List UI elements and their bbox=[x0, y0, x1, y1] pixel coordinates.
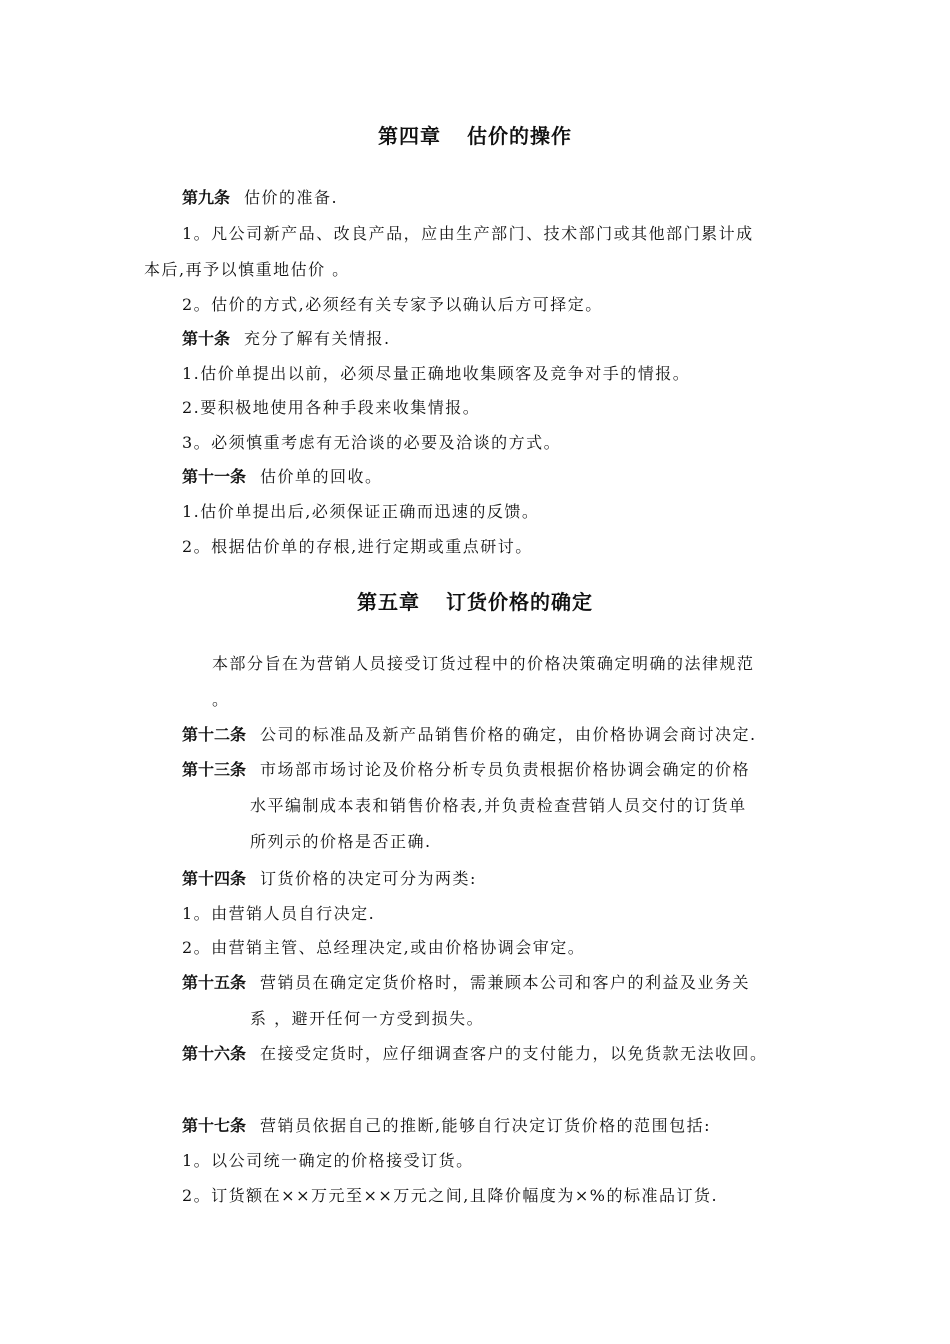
article-9-label: 第九条 bbox=[182, 188, 231, 207]
article-14-text: 订货价格的决定可分为两类: bbox=[260, 869, 477, 888]
article-17-label: 第十七条 bbox=[182, 1116, 247, 1135]
article-17-text: 营销员依据自己的推断,能够自行决定订货价格的范围包括: bbox=[260, 1116, 711, 1135]
chapter-5-intro-line-2: 。 bbox=[212, 690, 230, 709]
article-16 bbox=[182, 1044, 768, 1064]
article-11-text: 估价单的回收。 bbox=[260, 467, 383, 486]
article-14-item-2: 2。由营销主管、总经理决定,或由价格协调会审定。 bbox=[182, 938, 586, 957]
article-9 bbox=[182, 188, 338, 208]
article-17 bbox=[182, 1116, 711, 1136]
article-11-item-2: 2。根据估价单的存根,进行定期或重点研讨。 bbox=[182, 537, 533, 556]
article-13 bbox=[182, 760, 750, 780]
article-10-label: 第十条 bbox=[182, 329, 231, 348]
chapter-5-intro-line-1: 本部分旨在为营销人员接受订货过程中的价格决策确定明确的法律规范 bbox=[212, 654, 755, 673]
chapter-4-title: 估价的操作 bbox=[467, 124, 572, 148]
article-11-label: 第十一条 bbox=[182, 467, 247, 486]
article-17-item-2: 2。订货额在××万元至××万元之间,且降价幅度为×%的标准品订货. bbox=[182, 1186, 719, 1205]
article-9-text: 估价的准备. bbox=[244, 188, 339, 207]
chapter-4-heading bbox=[0, 124, 950, 148]
article-11-item-1: 1.估价单提出后,必须保证正确而迅速的反馈。 bbox=[182, 502, 540, 521]
article-15-line-2: 系 ，避开任何一方受到损失。 bbox=[250, 1009, 485, 1028]
chapter-4-number: 第四章 bbox=[378, 124, 441, 148]
article-9-item-1-line-2: 本后,再予以慎重地估价 。 bbox=[144, 260, 350, 279]
article-14-item-1: 1。由营销人员自行决定. bbox=[182, 904, 376, 923]
article-10-item-2: 2.要积极地使用各种手段来收集情报。 bbox=[182, 398, 481, 417]
article-10 bbox=[182, 329, 391, 349]
chapter-5-heading bbox=[0, 590, 950, 614]
article-15-label: 第十五条 bbox=[182, 973, 247, 992]
article-14 bbox=[182, 869, 477, 889]
article-13-line-3: 所列示的价格是否正确. bbox=[250, 832, 432, 851]
article-16-label: 第十六条 bbox=[182, 1044, 247, 1063]
article-15-line-1: 营销员在确定定货价格时，需兼顾本公司和客户的利益及业务关 bbox=[260, 973, 751, 992]
chapter-5-number: 第五章 bbox=[357, 590, 420, 614]
article-17-item-1: 1。以公司统一确定的价格接受订货。 bbox=[182, 1151, 474, 1170]
article-10-item-1: 1.估价单提出以前，必须尽量正确地收集顾客及竞争对手的情报。 bbox=[182, 364, 691, 383]
article-9-item-1-line-1: 1。凡公司新产品、改良产品，应由生产部门、技术部门或其他部门累计成 bbox=[182, 224, 754, 243]
article-13-line-1: 市场部市场讨论及价格分析专员负责根据价格协调会确定的价格 bbox=[260, 760, 751, 779]
article-12-label: 第十二条 bbox=[182, 725, 247, 744]
article-9-item-2: 2。估价的方式,必须经有关专家予以确认后方可择定。 bbox=[182, 295, 603, 314]
article-16-text: 在接受定货时，应仔细调查客户的支付能力，以免货款无法收回。 bbox=[260, 1044, 768, 1063]
article-10-item-3: 3。必须慎重考虑有无洽谈的必要及洽谈的方式。 bbox=[182, 433, 562, 452]
article-10-text: 充分了解有关情报. bbox=[244, 329, 391, 348]
article-12-text: 公司的标准品及新产品销售价格的确定，由价格协调会商讨决定. bbox=[260, 725, 757, 744]
article-14-label: 第十四条 bbox=[182, 869, 247, 888]
article-15 bbox=[182, 973, 750, 993]
article-13-line-2: 水平编制成本表和销售价格表,并负责检查营销人员交付的订货单 bbox=[250, 796, 747, 815]
article-12 bbox=[182, 725, 757, 745]
chapter-5-title: 订货价格的确定 bbox=[446, 590, 593, 614]
article-13-label: 第十三条 bbox=[182, 760, 247, 779]
article-11 bbox=[182, 467, 383, 487]
